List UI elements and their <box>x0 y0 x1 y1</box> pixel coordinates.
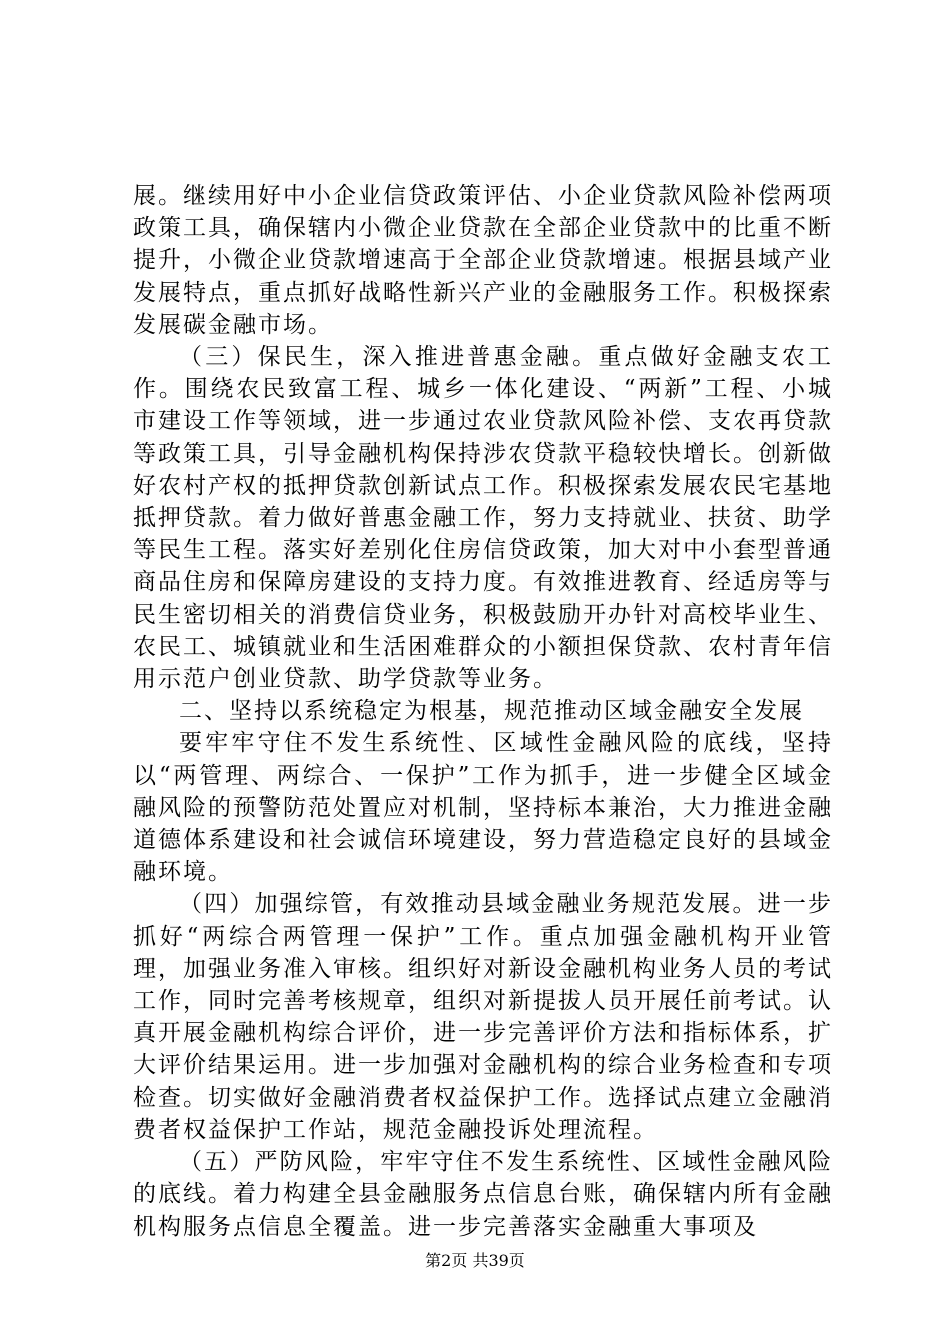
paragraph-section-five: （五）严防风险，牢牢守住不发生系统性、区域性金融风险的底线。着力构建全县金融服务点信息台账，确保辖内所有金融机构服务点信息全覆盖。进一步完善落实金融重大事项及 <box>133 1149 833 1240</box>
paragraph-section-four: （四）加强综管，有效推动县域金融业务规范发展。进一步抓好“两综合两管理一保护”工作。重点加强金融机构开业管理，加强业务准入审核。组织好对新设金融机构业务人员的考试工作，同时完善考核规章，组织对新提拔人员开展任前考试。认真开展金融机构综合评价，进一步完善评价方法和指标体系，扩大评价结果运用。进一步加强对金融机构的综合业务检查和专项检查。切实做好金融消费者权益保护工作。选择试点建立金融消费者权益保护工作站，规范金融投诉处理流程。 <box>133 891 833 1143</box>
page-footer <box>0 1251 950 1271</box>
document-body <box>133 180 833 1243</box>
paragraph-section-three: （三）保民生，深入推进普惠金融。重点做好金融支农工作。围绕农民致富工程、城乡一体化建设、“两新”工程、小城市建设工作等领域，进一步通过农业贷款风险补偿、支农再贷款等政策工具，引导金融机构保持涉农贷款平稳较快增长。创新做好农村产权的抵押贷款创新试点工作。积极探索发展农民宅基地抵押贷款。着力做好普惠金融工作，努力支持就业、扶贫、助学等民生工程。落实好差别化住房信贷政策，加大对中小套型普通商品住房和保障房建设的支持力度。有效推进教育、经适房等与民生密切相关的消费信贷业务，积极鼓励开办针对高校毕业生、农民工、城镇就业和生活困难群众的小额担保贷款、农村青年信用示范户创业贷款、助学贷款等业务。 <box>133 344 833 693</box>
paragraph-continuation: 展。继续用好中小企业信贷政策评估、小企业贷款风险补偿两项政策工具，确保辖内小微企业贷款在全部企业贷款中的比重不断提升，小微企业贷款增速高于全部企业贷款增速。根据县域产业发展特点，重点抓好战略性新兴产业的金融服务工作。积极探索发展碳金融市场。 <box>133 183 833 338</box>
paragraph-section-two-intro: 要牢牢守住不发生系统性、区域性金融风险的底线，坚持以“两管理、两综合、一保护”工作为抓手，进一步健全区域金融风险的预警防范处置应对机制，坚持标本兼治，大力推进金融道德体系建设和社会诚信环境建设，努力营造稳定良好的县域金融环境。 <box>133 730 833 886</box>
page-number-label: 第2页 共39页 <box>425 1251 525 1270</box>
section-heading-two: 二、坚持以系统稳定为根基，规范推动区域金融安全发展 <box>179 698 804 725</box>
